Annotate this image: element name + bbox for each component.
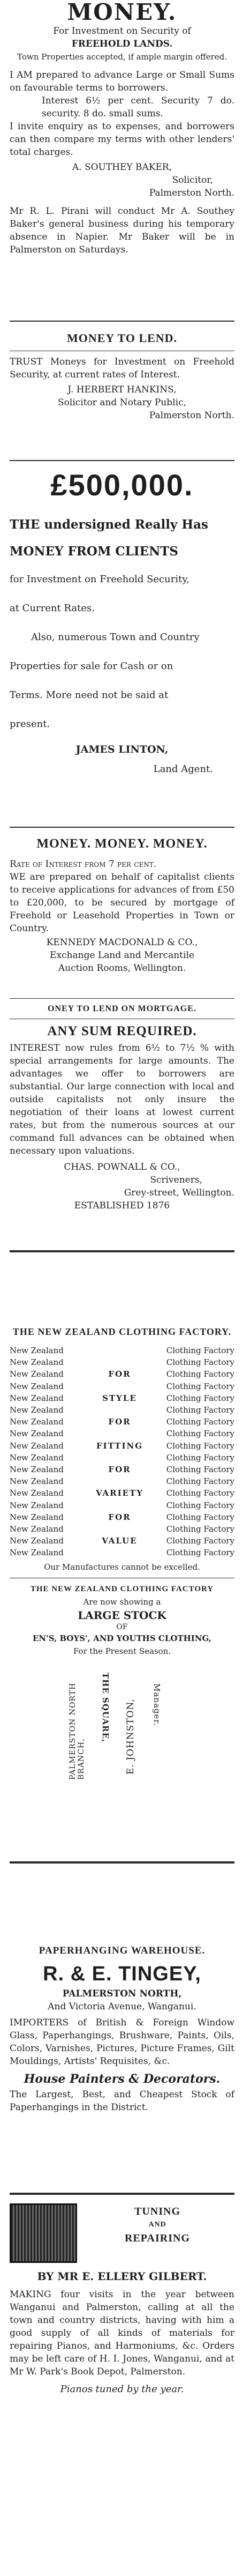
row-right: Clothing Factory: [166, 1381, 234, 1391]
row-mid: [90, 1475, 149, 1487]
ad-hankins: [10, 330, 234, 422]
ad-signature: Solicitor and Notary Public,: [58, 397, 186, 408]
row-right: Clothing Factory: [166, 1512, 234, 1522]
ad-line: OF: [116, 1623, 128, 1632]
row-left: New Zealand: [10, 1441, 64, 1451]
ad-footer: Pianos tuned by the year.: [60, 2384, 184, 2395]
table-row: [10, 1428, 234, 1439]
row-mid: [90, 1547, 149, 1558]
ad-title: THE NEW ZEALAND CLOTHING FACTORY: [30, 1585, 214, 1594]
table-row: [10, 1345, 234, 1356]
row-left: New Zealand: [10, 1464, 64, 1474]
ad-title: REPAIRING: [125, 2232, 190, 2244]
ad-subtitle: Town Properties accepted, if ample margin offered.: [17, 52, 227, 62]
ad-signature: Land Agent.: [153, 763, 213, 775]
ad-body: The Largest, Best, and Cheapest Stock of Paperhangings in the District.: [10, 2089, 234, 2113]
branch-label: E. JOHNSTON,: [125, 1698, 136, 1775]
divider: [10, 321, 234, 322]
ad-signature: Palmerston North.: [149, 410, 234, 421]
row-mid: [90, 1380, 149, 1392]
row-right: Clothing Factory: [166, 1536, 234, 1546]
ad-line: For the Present Season.: [73, 1646, 171, 1657]
divider: [10, 460, 234, 461]
row-left: New Zealand: [10, 1548, 64, 1558]
ad-subtitle: For Investment on Security of: [53, 26, 191, 36]
table-row: [10, 1547, 234, 1558]
ad-pownall: [10, 1001, 234, 1212]
row-mid: [90, 1499, 149, 1511]
ad-rate: Rate of Interest from 7 per cent.: [10, 859, 157, 870]
table-row: [10, 1404, 234, 1416]
ad-body: I invite enquiry as to expenses, and borrowers can then compare my terms with other lenders' total charges.: [10, 121, 234, 158]
row-left: New Zealand: [10, 1536, 64, 1546]
ad-line: Terms. More need not be said at: [10, 689, 169, 701]
table-row: [10, 1452, 234, 1464]
ad-signature: Palmerston North.: [149, 188, 234, 198]
ad-signature: CHAS. POWNALL & CO.,: [64, 1162, 180, 1172]
ad-line: Also, numerous Town and Country: [31, 632, 200, 643]
ad-signature: Solicitor,: [172, 175, 213, 185]
ad-signature: Scriveners,: [150, 1175, 202, 1185]
row-left: New Zealand: [10, 1381, 64, 1391]
ad-signature: J. HERBERT HANKINS,: [67, 384, 177, 395]
ad-line: LARGE STOCK: [78, 1609, 166, 1622]
ad-title: £500,000.: [50, 468, 194, 502]
row-right: Clothing Factory: [166, 1393, 234, 1403]
row-right: Clothing Factory: [166, 1369, 234, 1379]
piano-illustration: [10, 2203, 77, 2263]
row-mid: [90, 1345, 149, 1356]
table-row: [10, 1499, 234, 1511]
table-row: [10, 1368, 234, 1380]
row-left: New Zealand: [10, 1393, 64, 1403]
table-row: [10, 1356, 234, 1368]
ad-southey-baker: [10, 0, 234, 256]
row-right: Clothing Factory: [166, 1441, 234, 1451]
ad-line: EN'S, BOYS', AND YOUTHS CLOTHING,: [32, 1634, 211, 1644]
row-mid: [90, 1356, 149, 1368]
table-row: [10, 1392, 234, 1404]
ad-title: PAPERHANGING WAREHOUSE.: [39, 1945, 206, 1956]
ad-subtitle: PALMERSTON NORTH,: [62, 1988, 182, 1999]
table-row: [10, 1535, 234, 1547]
ad-title: THE NEW ZEALAND CLOTHING FACTORY.: [12, 1326, 232, 1337]
branch-block: [10, 1662, 234, 1785]
branch-label: Manager.: [152, 1683, 162, 1727]
row-mid: FITTING: [96, 1441, 143, 1451]
ad-byline: BY MR E. ELLERY GILBERT.: [37, 2270, 207, 2283]
ad-linton: [10, 467, 234, 778]
row-left: New Zealand: [10, 1405, 64, 1415]
ad-signature: Exchange Land and Mercantile: [50, 950, 194, 961]
row-mid: FOR: [108, 1417, 131, 1427]
table-row: [10, 1440, 234, 1452]
ad-signature: KENNEDY MACDONALD & CO.,: [46, 937, 198, 948]
branch-label: THE SQUARE,: [101, 1673, 110, 1743]
ad-signature: ESTABLISHED 1876: [74, 1200, 170, 1211]
ad-gilbert-header: [80, 2203, 234, 2246]
ad-subtitle: FREEHOLD LANDS.: [71, 39, 173, 49]
ad-line: Properties for sale for Cash or on: [10, 660, 173, 672]
row-left: New Zealand: [10, 1452, 64, 1463]
ad-body: INTEREST now rules from 6½ to 7½ % with special arrangements for large amounts. The advantages we offer to borrowers are substantial. Our large connection with local and outside capitalists not only insure the negotiation of their loans at lowest current rates, but from the numerous sources at our command full advances can be obtained when necessary upon valuations.: [10, 1043, 234, 1156]
row-left: New Zealand: [10, 1476, 64, 1487]
row-mid: VALUE: [102, 1536, 138, 1546]
row-mid: STYLE: [102, 1393, 137, 1403]
divider: [10, 1250, 234, 1252]
ad-title: ONEY TO LEND ON MORTGAGE.: [48, 1004, 196, 1013]
row-mid: FOR: [108, 1369, 131, 1379]
ad-banner: House Painters & Decorators.: [24, 2072, 221, 2086]
row-mid: [90, 1404, 149, 1416]
clothing-table: [10, 1345, 234, 1558]
ad-tingey: [10, 1943, 234, 2114]
table-row: [10, 1523, 234, 1535]
table-row: [10, 1464, 234, 1475]
row-mid: [90, 1452, 149, 1464]
table-row: [10, 1511, 234, 1523]
row-right: Clothing Factory: [166, 1429, 234, 1439]
row-right: Clothing Factory: [166, 1346, 234, 1356]
row-right: Clothing Factory: [166, 1464, 234, 1474]
ad-signature: Auction Rooms, Wellington.: [58, 963, 186, 974]
row-mid: FOR: [108, 1464, 131, 1474]
ad-clothing-factory: [10, 1324, 234, 1785]
ad-line: present.: [10, 718, 50, 730]
ad-title: R. & E. TINGEY,: [43, 1963, 201, 1985]
ad-title: MONEY. MONEY. MONEY.: [36, 837, 208, 851]
row-left: New Zealand: [10, 1488, 64, 1498]
row-mid: VARIETY: [96, 1488, 143, 1498]
ad-note: Mr R. L. Pirani will conduct Mr A. Southey Baker's general business during his temporary absence in Napier. Mr Baker will be in Palmerston on Saturdays.: [10, 206, 234, 255]
ad-body: IMPORTERS of British & Foreign Window Glass, Paperhangings, Brushware, Paints, Oils, Colors, Varnishes, Pictures, Picture Frames, Gilt Mouldings, Artists' Requisites, &c.: [10, 2017, 234, 2067]
row-right: Clothing Factory: [166, 1488, 234, 1498]
ad-body: TRUST Moneys for Investment on Freehold Security, at current rates of Interest.: [10, 357, 234, 380]
row-mid: FOR: [108, 1512, 131, 1522]
row-left: New Zealand: [10, 1369, 64, 1379]
divider: [10, 2193, 234, 2195]
row-right: Clothing Factory: [166, 1524, 234, 1534]
ad-title: AND: [148, 2221, 166, 2229]
ad-body: Interest 6½ per cent. Security 7 do. security. 8 do. small sums.: [42, 95, 234, 119]
divider: [10, 998, 234, 999]
divider: [10, 1861, 234, 1864]
table-row: [10, 1487, 234, 1499]
ad-kennedy-macdonald: [10, 834, 234, 975]
row-left: New Zealand: [10, 1357, 64, 1368]
ad-title: ANY SUM REQUIRED.: [47, 1024, 197, 1038]
ad-line: THE undersigned Really Has: [10, 517, 208, 532]
ad-line: Are now showing a: [83, 1597, 161, 1607]
row-left: New Zealand: [10, 1417, 64, 1427]
ad-line: at Current Rates.: [10, 603, 95, 614]
ad-signature: JAMES LINTON,: [75, 744, 169, 755]
ad-body: MAKING four visits in the year between Wanganui and Palmerston, calling at all the town and country districts, having with him a good supply of all kinds of materials for repairing Pianos, and Harmoniums, &c. Orders may be left care of H. I. Jones, Wanganui, and at Mr W. Park's Book Depot, Palmerston.: [10, 2289, 234, 2377]
ad-note: Our Manufactures cannot be excelled.: [44, 1562, 200, 1572]
table-row: [10, 1416, 234, 1428]
row-right: Clothing Factory: [166, 1405, 234, 1415]
row-left: New Zealand: [10, 1429, 64, 1439]
ad-line: for Investment on Freehold Security,: [10, 574, 189, 585]
row-right: Clothing Factory: [166, 1500, 234, 1510]
table-row: [10, 1380, 234, 1392]
ad-gilbert: [10, 2269, 234, 2397]
row-right: Clothing Factory: [166, 1548, 234, 1558]
row-right: Clothing Factory: [166, 1417, 234, 1427]
table-row: [10, 1475, 234, 1487]
row-mid: [90, 1523, 149, 1535]
row-left: New Zealand: [10, 1524, 64, 1534]
ad-signature: A. SOUTHEY BAKER,: [72, 162, 172, 173]
ad-body: I AM prepared to advance Large or Small Sums on favourable terms to borrowers.: [10, 70, 234, 93]
ad-title: MONEY TO LEND.: [66, 331, 178, 345]
row-left: New Zealand: [10, 1500, 64, 1510]
ad-signature: Grey-street, Wellington.: [124, 1187, 234, 1198]
divider: [10, 827, 234, 828]
ad-line: MONEY FROM CLIENTS: [10, 544, 178, 559]
row-right: Clothing Factory: [166, 1452, 234, 1463]
ad-subtitle: And Victoria Avenue, Wanganui.: [48, 2001, 196, 2012]
ad-title: TUNING: [134, 2206, 180, 2217]
row-right: Clothing Factory: [166, 1357, 234, 1368]
row-mid: [90, 1428, 149, 1439]
row-left: New Zealand: [10, 1346, 64, 1356]
row-left: New Zealand: [10, 1512, 64, 1522]
branch-label: PALMERSTON NORTH BRANCH,: [69, 1683, 86, 1780]
ad-body: WE are prepared on behalf of capitalist clients to receive applications for advances of from £50 to £20,000, to be secured by mortgage of Freehold or Leasehold Properties in Town or Country.: [10, 872, 234, 934]
row-right: Clothing Factory: [166, 1476, 234, 1487]
ad-title: MONEY.: [67, 0, 177, 25]
